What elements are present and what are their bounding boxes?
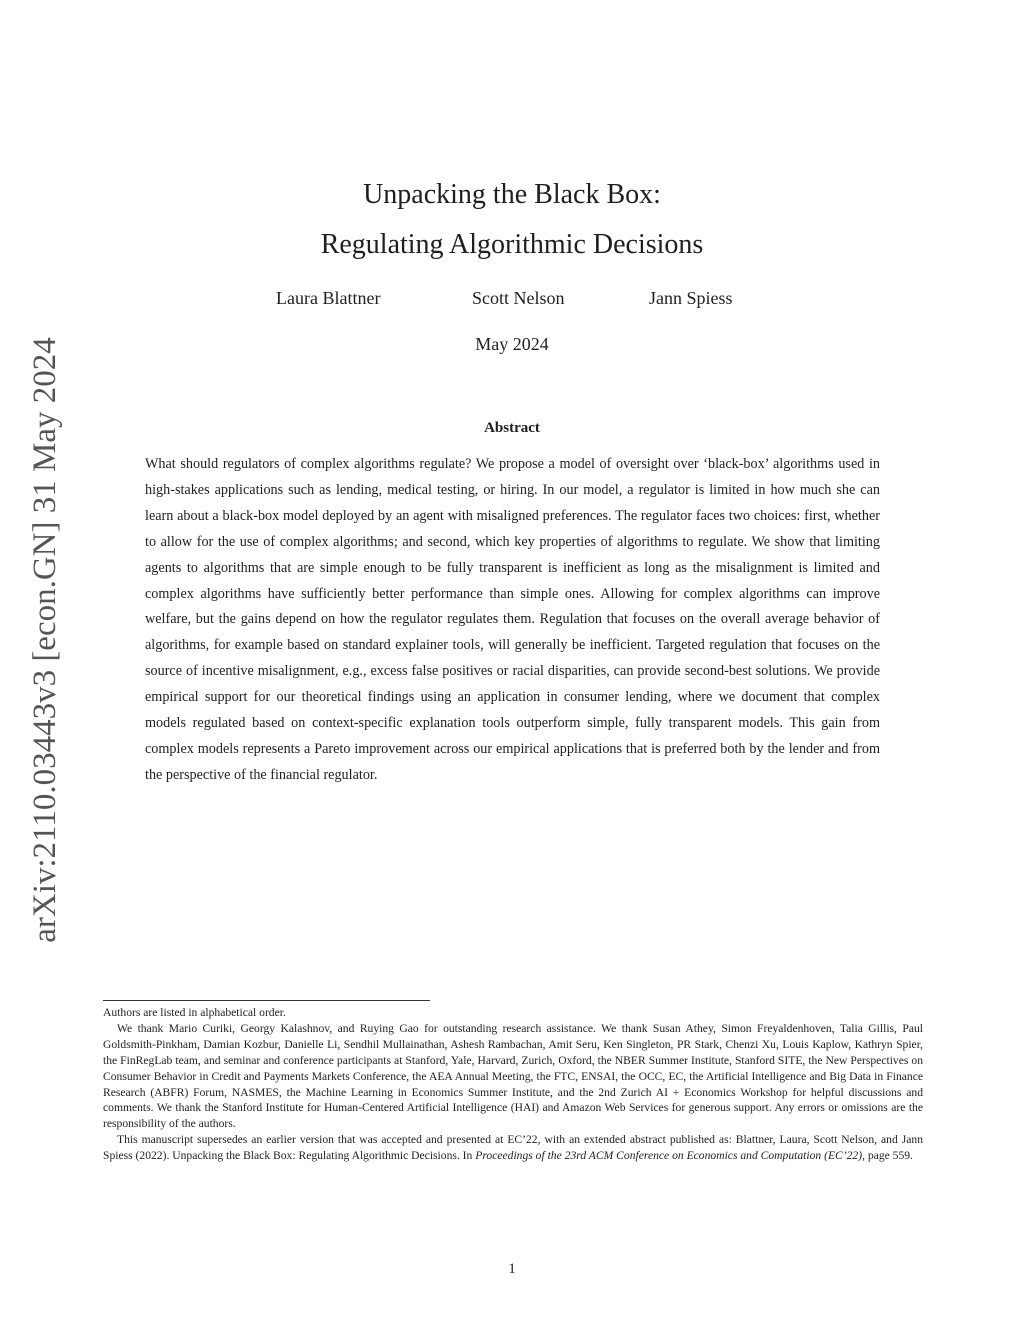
abstract-heading: Abstract bbox=[484, 420, 540, 436]
abstract-text: What should regulators of complex algorithms regulate? We propose a model of oversight over ‘black-box’ algorithms used in high-stakes applications such as lending, medical testing, or hiring. In our model, a regulator is limited in how much she can learn about a black-box model deployed by an agent with misaligned preferences. The regulator faces two choices: first, whether to allow for the use of complex algorithms; and second, which key properties of algorithms to regulate. We show that limiting agents to algorithms that are simple enough to be fully transparent is inefficient as long as the misalignment is limited and complex algorithms have sufficiently better performance than simple ones. Allowing for complex algorithms can improve welfare, but the gains depend on how the regulator regulates them. Regulation that focuses on the overall average behavior of algorithms, for example based on standard explainer tools, will generally be inefficient. Targeted regulation that focuses on the source of incentive misalignment, e.g., excess false positives or racial disparities, can provide second-best solutions. We provide empirical support for our theoretical findings using an application in consumer lending, where we document that complex models regulated based on context-specific explanation tools outperform simple, fully transparent models. This gain from complex models represents a Pareto improvement across our empirical applications that is preferred both by the lender and from the perspective of the financial regulator. bbox=[145, 456, 880, 783]
footnotes bbox=[103, 1005, 923, 1164]
title-line-2: Regulating Algorithmic Decisions bbox=[320, 229, 704, 260]
publication-date: May 2024 bbox=[475, 334, 549, 354]
page-number: 1 bbox=[508, 1261, 516, 1277]
author-name: Jann Spiess bbox=[649, 288, 733, 308]
author-name: Laura Blattner bbox=[276, 288, 381, 308]
footnote-prior-version-page: , page 559. bbox=[862, 1149, 913, 1163]
footnote-acknowledgments: We thank Mario Curiki, Georgy Kalashnov, and Ruying Gao for outstanding research assistance. We thank Susan Athey, Simon Freyaldenhoven, Talia Gillis, Paul Goldsmith-Pinkham, Damian Kozbur, Danielle Li, Sendhil Mullainathan, Ashesh Rambachan, Amit Seru, Ken Singleton, PR Stark, Chenzi Xu, Louis Kaplow, Kathryn Spier, the FinRegLab team, and seminar and conference participants at Stanford, Yale, Harvard, Zurich, Oxford, the NBER Summer Institute, Stanford SITE, the New Perspectives on Consumer Behavior in Credit and Payments Markets Conference, the AEA Annual Meeting, the FTC, ENSAI, the OCC, EC, the Artificial Intelligence and Big Data in Finance Research (ABFR) Forum, NASMES, the Machine Learning in Economics Summer Institute, and the 2nd Zurich AI + Economics Workshop for helpful discussions and comments. We thank the Stanford Institute for Human-Centered Artificial Intelligence (HAI) and Amazon Web Services for generous support. Any errors or omissions are the responsibility of the authors. bbox=[103, 1021, 923, 1131]
arxiv-identifier-text: arXiv:2110.03443v3 [econ.GN] 31 May 2024 bbox=[27, 337, 63, 943]
footnote-prior-version-text: This manuscript supersedes an earlier version that was accepted and presented at EC’22, with an extended abstract published as: Blattner, Laura, Scott Nelson, and Jann Spiess (2022). Unpacking the Black Box: Regulating Algorithmic Decisions. In bbox=[103, 1133, 923, 1163]
footnote-divider bbox=[103, 1000, 430, 1001]
author-name: Scott Nelson bbox=[472, 288, 565, 308]
author-list bbox=[0, 288, 1024, 314]
footnote-prior-version bbox=[103, 1132, 923, 1164]
arxiv-identifier-stamp bbox=[22, 320, 68, 960]
title-line-1: Unpacking the Black Box: bbox=[363, 179, 661, 210]
footnote-proceedings-title: Proceedings of the 23rd ACM Conference on Economics and Computation (EC’22) bbox=[475, 1149, 863, 1163]
footnote-authors-order: Authors are listed in alphabetical order. bbox=[103, 1006, 286, 1019]
paper-title bbox=[0, 170, 1024, 270]
